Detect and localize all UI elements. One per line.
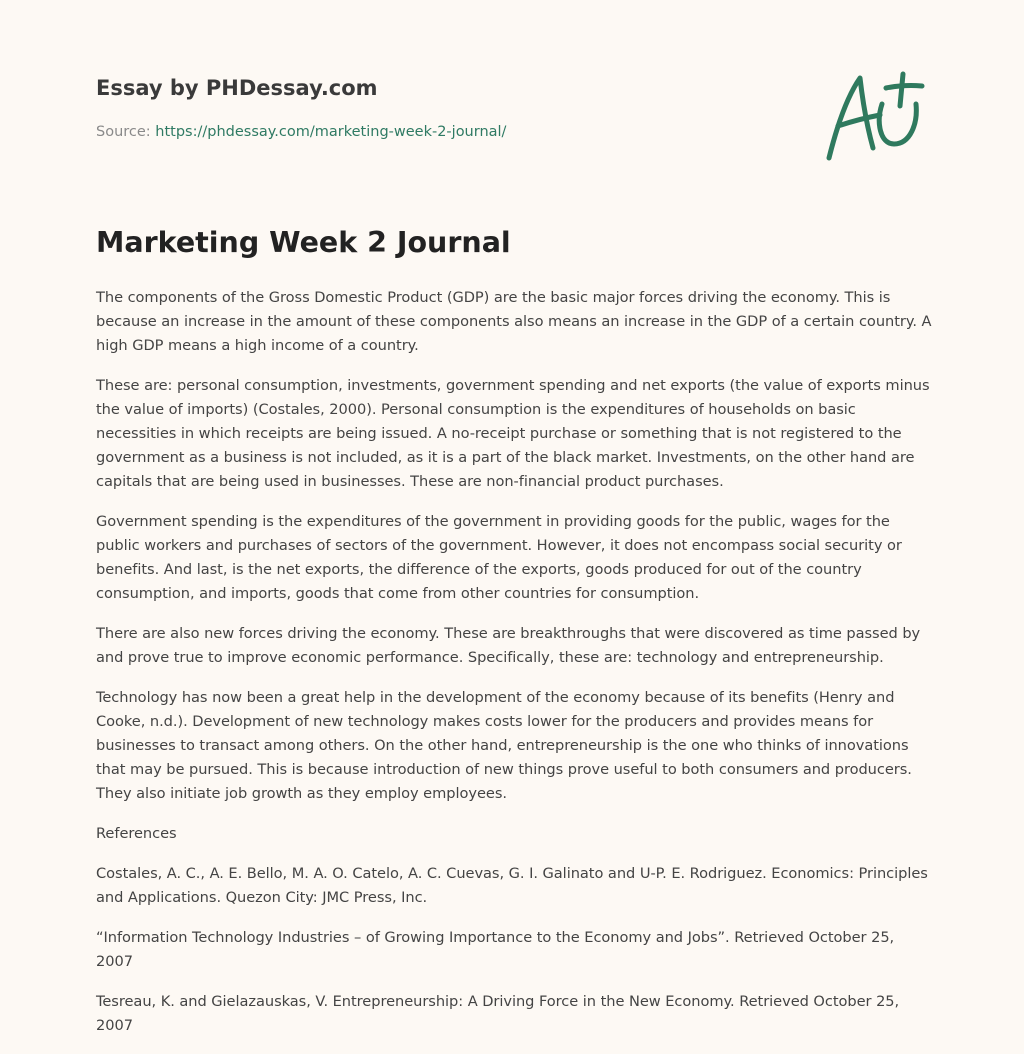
source-label: Source:: [96, 124, 156, 140]
references-heading: References: [96, 825, 177, 842]
paragraph: Government spending is the expenditures of the government in providing goods for the public, wages for the public workers and purchases of sectors of the government. However, it does not encompass social security or benefits. And last, is the net exports, the difference of the exports, goods produced for out of the country consumption, and imports, goods that come from other countries for consumption.: [96, 513, 902, 602]
source-link[interactable]: https://phdessay.com/marketing-week-2-journal/: [155, 124, 507, 140]
essay-title: Marketing Week 2 Journal: [96, 226, 511, 259]
site-title: Essay by PHDessay.com: [96, 76, 378, 100]
reference-item: Costales, A. C., A. E. Bello, M. A. O. Catelo, A. C. Cuevas, G. I. Galinato and U-P. E. Rodriguez. Economics: Principles and Applications. Quezon City: JMC Press, Inc.: [96, 865, 928, 906]
paragraph: Technology has now been a great help in the development of the economy because of its benefits (Henry and Cooke, n.d.). Development of new technology makes costs lower for the producers and provides means for businesses to transact among others. On the other hand, entrepreneurship is the one who thinks of innovations that may be pursued. This is because introduction of new things prove useful to both consumers and producers. They also initiate job growth as they employ employees.: [96, 689, 912, 802]
a-plus-grade-logo-icon: [820, 68, 930, 168]
reference-item: “Information Technology Industries – of Growing Importance to the Economy and Jobs”. Retrieved October 25, 2007: [96, 929, 895, 970]
reference-item: Tesreau, K. and Gielazauskas, V. Entrepreneurship: A Driving Force in the New Economy. Retrieved October 25, 2007: [96, 993, 900, 1034]
paragraph: These are: personal consumption, investments, government spending and net exports (the value of exports minus the value of imports) (Costales, 2000). Personal consumption is the expenditures of households on basic necessities in which receipts are being issued. A no-receipt purchase or something that is not registered to the government as a business is not included, as it is a part of the black market. Investments, on the other hand are capitals that are being used in businesses. These are non-financial product purchases.: [96, 377, 930, 490]
paragraph: There are also new forces driving the economy. These are breakthroughs that were discovered as time passed by and prove true to improve economic performance. Specifically, these are: technology and entrepreneurship.: [96, 625, 921, 666]
source-line: [96, 124, 506, 140]
paragraph: The components of the Gross Domestic Product (GDP) are the basic major forces driving the economy. This is because an increase in the amount of these components also means an increase in the GDP of a certain country. A high GDP means a high income of a country.: [96, 289, 932, 354]
essay-body: [96, 286, 932, 1054]
